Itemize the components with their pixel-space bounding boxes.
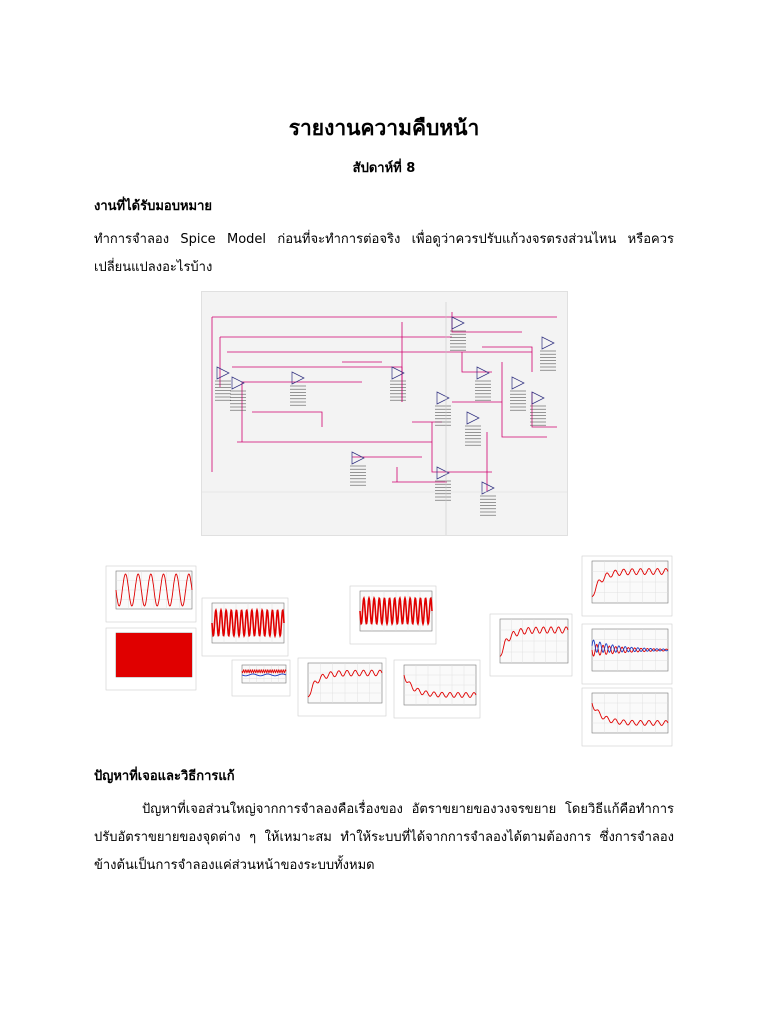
page-title: รายงานความคืบหน้า — [288, 116, 480, 140]
schematic-component — [480, 482, 496, 515]
section-body-assignment: ทำการจำลอง Spice Model ก่อนที่จะทำการต่อจริง เพื่อดูว่าควรปรับแก้วงจรตรงส่วนไหน หรือควรเปลี่ยนแปลงอะไรบ้าง — [94, 232, 674, 275]
schematic-component — [290, 372, 306, 405]
schematic-component — [540, 337, 556, 370]
schematic-component — [465, 412, 481, 445]
section-heading-problems: ปัญหาที่เจอและวิธีการแก้ — [94, 769, 235, 784]
simulation-plots-figure — [98, 552, 674, 747]
schematic-component — [510, 377, 526, 410]
page-subtitle: สัปดาห์ที่ 8 — [352, 161, 416, 176]
waveform-panel — [106, 628, 196, 690]
schematic-component — [530, 392, 546, 425]
opamp-symbol — [217, 367, 229, 379]
schematic-component — [435, 392, 451, 425]
schematic-wire — [432, 422, 492, 472]
waveform-panel — [582, 556, 672, 616]
schematic-component — [215, 367, 231, 400]
opamp-symbol — [352, 452, 364, 464]
schematic-component — [390, 367, 406, 400]
opamp-symbol — [532, 392, 544, 404]
schematic-wire — [482, 347, 532, 372]
opamp-symbol — [512, 377, 524, 389]
schematic-wire — [252, 412, 322, 427]
waveform-panel — [106, 566, 196, 622]
waveform-panel — [490, 614, 572, 676]
waveform-panel — [394, 660, 480, 718]
opamp-symbol — [452, 317, 464, 329]
schematic-wire — [232, 367, 402, 402]
waveform-panel — [298, 658, 386, 716]
opamp-symbol — [437, 392, 449, 404]
opamp-symbol — [477, 367, 489, 379]
waveform-fill — [116, 633, 192, 677]
waveform-panel — [350, 586, 436, 644]
schematic-drawing — [202, 292, 567, 535]
opamp-symbol — [467, 412, 479, 424]
circuit-schematic-figure — [201, 291, 568, 536]
waveform-panel — [582, 624, 672, 684]
section-heading-assignment: งานที่ได้รับมอบหมาย — [94, 199, 213, 214]
waveform-panel — [582, 688, 672, 746]
opamp-symbol — [542, 337, 554, 349]
waveform-panel — [232, 660, 290, 696]
waveform-panel — [202, 598, 288, 656]
opamp-symbol — [437, 467, 449, 479]
waveform-trace — [242, 670, 286, 673]
section-body-problems: ปัญหาที่เจอส่วนใหญ่จากการจำลองคือเรื่องของ อัตราขยายของวงจรขยาย โดยวิธีแก้คือทำการปรับอัตราขยายของจุดต่าง ๆ ให้เหมาะสม ทำให้ระบบที่ได้จากการจำลองได้ตามต้องการ ซึ่งการจำลองข้างต้นเป็นการจำลองแค่ส่วนหน้าของระบบทั้งหมด — [94, 802, 674, 873]
